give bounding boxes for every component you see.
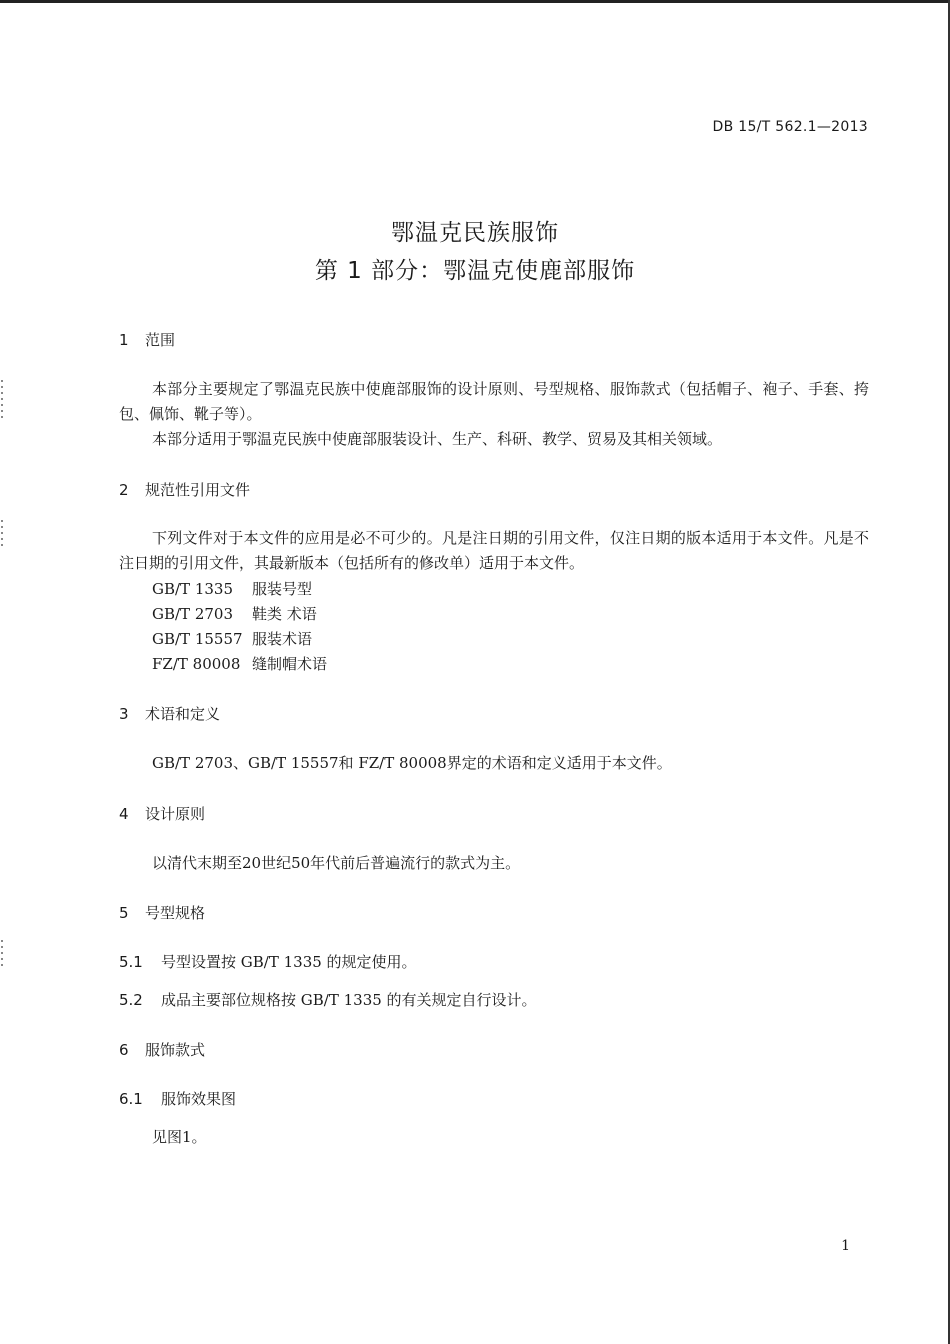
reference-item: FZ/T 80008 缝制帽术语 xyxy=(152,655,328,673)
section-heading-styles xyxy=(119,1039,205,1060)
subsection-heading-effect-drawings: 6.1 服饰效果图 xyxy=(119,1090,237,1108)
reference-item: GB/T 15557 服装术语 xyxy=(152,630,313,648)
page-number: 1 xyxy=(841,1238,850,1254)
section-title: 术语和定义 xyxy=(145,705,221,723)
design-principles-paragraph: 以清代末期至20世纪50年代前后普遍流行的款式为主。 xyxy=(152,854,521,872)
reference-item: GB/T 2703 鞋类 术语 xyxy=(152,605,317,623)
scan-top-edge xyxy=(0,0,950,3)
document-title: 鄂温克民族服饰 xyxy=(391,220,559,246)
scan-artifact xyxy=(1,520,3,550)
scope-paragraph-2: 本部分适用于鄂温克民族中使鹿部服装设计、生产、科研、教学、贸易及其相关领域。 xyxy=(152,430,723,448)
section-number: 4 xyxy=(119,805,129,823)
see-figure-text: 见图1。 xyxy=(152,1128,207,1146)
section-heading-scope xyxy=(119,329,175,350)
reference-item: GB/T 1335 服装号型 xyxy=(152,580,313,598)
section-title: 号型规格 xyxy=(145,904,206,922)
document-code: DB 15/T 562.1—2013 xyxy=(712,119,868,135)
references-paragraph: 下列文件对于本文件的应用是必不可少的。凡是注日期的引用文件，仅注日期的版本适用于本文件。凡是不注日期的引用文件，其最新版本（包括所有的修改单）适用于本文件。 xyxy=(119,529,869,572)
clause-5-2: 5.2 成品主要部位规格按 GB/T 1335 的有关规定自行设计。 xyxy=(119,991,537,1009)
terms-paragraph: GB/T 2703、GB/T 15557和 FZ/T 80008界定的术语和定义适用于本文件。 xyxy=(152,754,672,772)
clause-5-1: 5.1 号型设置按 GB/T 1335 的规定使用。 xyxy=(119,953,417,971)
section-title: 范围 xyxy=(145,331,176,349)
section-heading-terms xyxy=(119,703,220,724)
scope-paragraph-1: 本部分主要规定了鄂温克民族中使鹿部服饰的设计原则、号型规格、服饰款式（包括帽子、袍子、手套、挎包、佩饰、靴子等）。 xyxy=(119,380,869,423)
scan-artifact xyxy=(1,380,3,420)
section-title: 设计原则 xyxy=(145,805,206,823)
scan-artifact xyxy=(1,940,3,970)
section-number: 3 xyxy=(119,705,129,723)
section-title: 服饰款式 xyxy=(145,1041,206,1059)
section-heading-size-specs xyxy=(119,902,205,923)
section-number: 6 xyxy=(119,1041,129,1059)
section-number: 1 xyxy=(119,331,129,349)
document-subtitle: 第 1 部分：鄂温克使鹿部服饰 xyxy=(314,258,636,284)
section-number: 2 xyxy=(119,481,129,499)
section-heading-normative-references xyxy=(119,479,250,500)
section-heading-design-principles xyxy=(119,803,205,824)
section-title: 规范性引用文件 xyxy=(145,481,251,499)
section-number: 5 xyxy=(119,904,129,922)
